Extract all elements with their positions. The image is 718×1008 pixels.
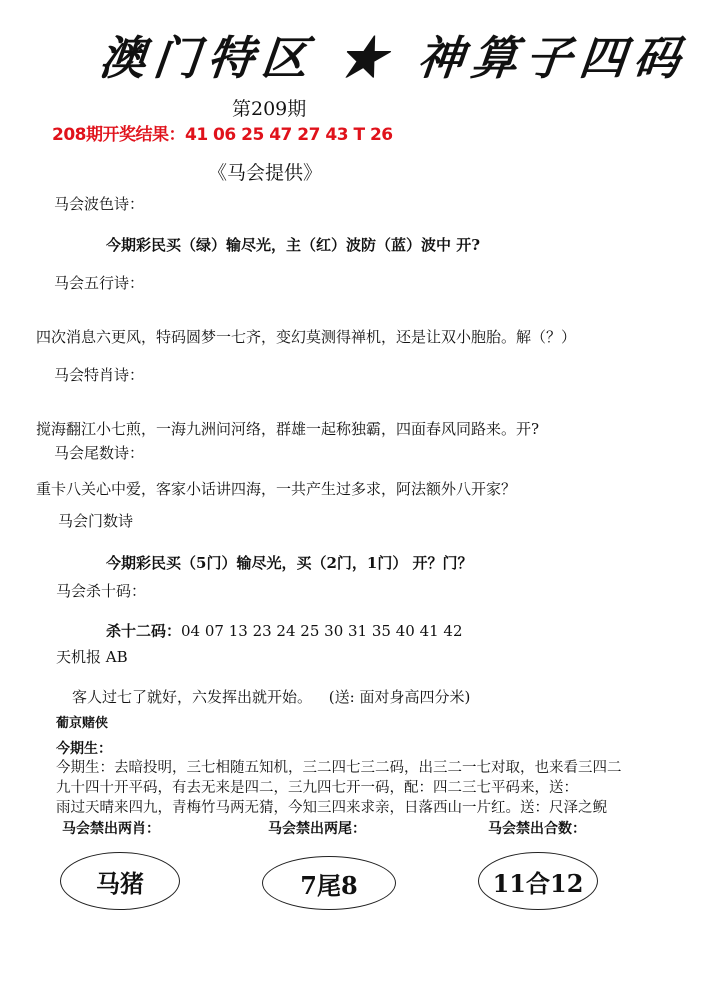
sha-prefix: 杀十二码： <box>106 622 182 640</box>
jin-xiao-value: 马猪 <box>96 868 144 898</box>
jin-xiao-label: 马会禁出两肖： <box>62 821 160 837</box>
jin-wei-value: 7尾8 <box>300 870 358 900</box>
weishu-label: 马会尾数诗： <box>54 444 145 462</box>
jin-he-value: 11合12 <box>492 868 584 898</box>
provider-label: 《马会提供》 <box>208 162 323 184</box>
sha-row <box>106 620 463 641</box>
sha-numbers: 04 07 13 23 24 25 30 31 35 40 41 42 <box>181 622 463 640</box>
wuxing-label: 马会五行诗： <box>54 274 145 292</box>
jin-xiao-ellipse <box>60 852 180 910</box>
page-title: 澳门特区 ★ 神算子四码 <box>96 31 691 85</box>
tianji-hint: (送: 面对身高四分米) <box>328 688 471 706</box>
texiao-text: 搅海翻江小七煎，一海九洲问河络，群雄一起称独霸，四面春风同路来。开? <box>36 420 540 438</box>
texiao-label: 马会特肖诗： <box>54 366 145 384</box>
menshu-text: 今期彩民买（5门）输尽光，买（2门，1门） 开？门？ <box>106 554 473 572</box>
jinqi-line-2: 九十四十开平码，有去无来是四二，三九四七开一码，配：四二三七平码来，送： <box>56 780 578 796</box>
jin-wei-ellipse <box>262 856 396 910</box>
tianji-text: 客人过七了就好，六发挥出就开始。 <box>72 688 313 706</box>
wuxing-text: 四次消息六更风，特码圆梦一七齐，变幻莫测得禅机，还是让双小胞胎。解（？） <box>36 328 577 346</box>
bose-text: 今期彩民买（绿）输尽光，主（红）波防（蓝）波中 开? <box>106 236 481 254</box>
sha-label: 马会杀十码： <box>56 582 147 600</box>
bose-label: 马会波色诗： <box>54 195 145 213</box>
jinqi-line-1: 今期生：去暗投明，三七相随五知机，三二四七三二码，出三二一七对取，也来看三四二 <box>56 760 622 776</box>
jinqi-line-3: 雨过天晴来四九，青梅竹马两无猜，今知三四来求亲，日落西山一片红。送：尺泽之鲵 <box>56 800 607 816</box>
previous-result: 208期开奖结果：41 06 25 47 27 43 T 26 <box>52 125 393 145</box>
jin-wei-label: 马会禁出两尾： <box>268 821 366 837</box>
tianji-row <box>72 686 470 707</box>
jin-he-ellipse <box>478 852 598 910</box>
menshu-label: 马会门数诗 <box>58 512 134 530</box>
pujing-label: 葡京赌侠 <box>56 716 109 731</box>
jinqi-label: 今期生： <box>56 741 112 757</box>
issue-number: 第209期 <box>232 98 307 120</box>
tianji-label: 天机报 AB <box>56 648 128 666</box>
weishu-text: 重卡八关心中爱，客家小话讲四海，一共产生过多求，阿法额外八开家？ <box>36 480 517 498</box>
jin-he-label: 马会禁出合数： <box>488 821 586 837</box>
